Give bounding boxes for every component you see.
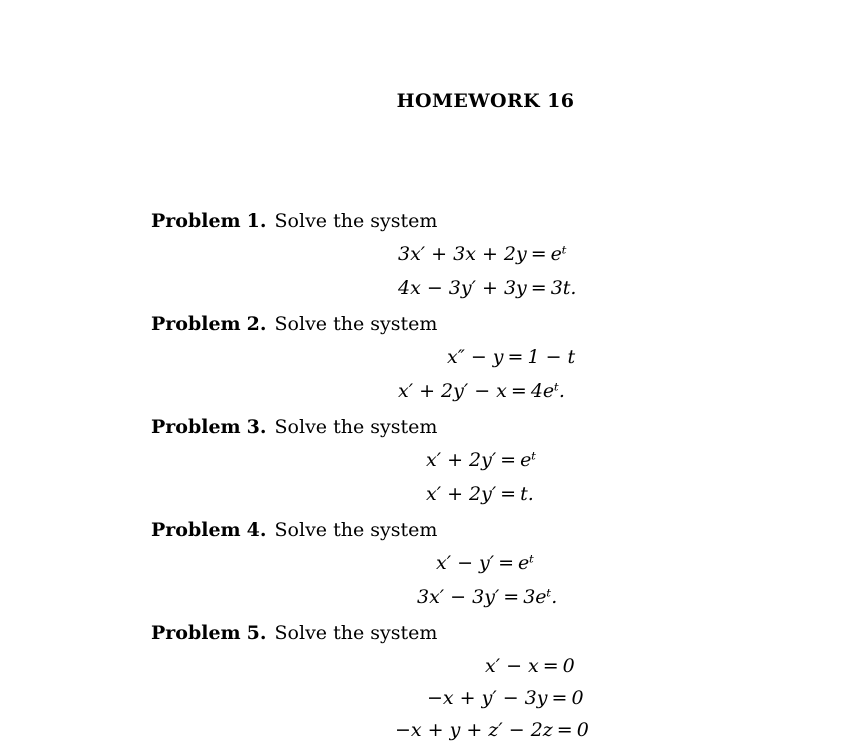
equation-rhs: 0 xyxy=(571,687,584,709)
problem-number: 3 xyxy=(246,416,260,438)
problem-number: 4 xyxy=(246,519,260,541)
problem-label: Problem xyxy=(151,416,241,438)
equation-lhs: 4x − 3y′ + 3y xyxy=(398,277,527,299)
problem-3-equation-2: x′ + 2y′ = t. xyxy=(426,483,534,505)
problem-2-equation-2: x′ + 2y′ − x = 4eᵗ. xyxy=(398,380,565,402)
equation-rhs: eᵗ xyxy=(518,552,534,574)
problem-1-heading: Problem 1. Solve the system xyxy=(151,210,438,232)
problem-3-heading: Problem 3. Solve the system xyxy=(151,416,438,438)
problem-number: 1 xyxy=(246,210,260,232)
equation-lhs: x′ + 2y′ − x xyxy=(398,380,507,402)
problem-5-equation-3: −x + y + z′ − 2z = 0 xyxy=(395,719,589,741)
problem-3-equation-1: x′ + 2y′ = eᵗ xyxy=(426,449,537,471)
equation-lhs: 3x′ + 3x + 2y xyxy=(398,243,527,265)
page-title: HOMEWORK 16 xyxy=(396,90,575,112)
equation-rhs: 0 xyxy=(576,719,589,741)
problem-label: Problem xyxy=(151,313,241,335)
problem-text: Solve the system xyxy=(274,313,438,335)
problem-number: 5 xyxy=(246,622,260,644)
problem-1-equation-2: 4x − 3y′ + 3y = 3t. xyxy=(398,277,577,299)
equation-lhs: −x + y′ − 3y xyxy=(427,687,548,709)
problem-text: Solve the system xyxy=(274,416,438,438)
equation-rhs: 4eᵗ. xyxy=(530,380,565,402)
problem-label: Problem xyxy=(151,519,241,541)
equation-rhs: 0 xyxy=(562,655,575,677)
problem-label: Problem xyxy=(151,210,241,232)
problem-4-equation-2: 3x′ − 3y′ = 3eᵗ. xyxy=(417,586,558,608)
equation-rhs: eᵗ xyxy=(520,449,537,471)
problem-text: Solve the system xyxy=(274,519,438,541)
equation-rhs: 3t. xyxy=(550,277,577,299)
problem-4-heading: Problem 4. Solve the system xyxy=(151,519,438,541)
problem-2-equation-1: x″ − y = 1 − t xyxy=(447,346,576,368)
problem-text: Solve the system xyxy=(274,210,438,232)
problem-text: Solve the system xyxy=(274,622,438,644)
equation-rhs: 3eᵗ. xyxy=(523,586,558,608)
equation-lhs: x′ − y′ xyxy=(436,552,495,574)
problem-label: Problem xyxy=(151,622,241,644)
equation-rhs: t. xyxy=(520,483,534,505)
problem-5-equation-1: x′ − x = 0 xyxy=(485,655,575,677)
equation-lhs: x′ + 2y′ xyxy=(426,483,497,505)
equation-rhs: 1 − t xyxy=(527,346,576,368)
equation-lhs: −x + y + z′ − 2z xyxy=(395,719,553,741)
equation-lhs: x′ + 2y′ xyxy=(426,449,497,471)
problem-2-heading: Problem 2. Solve the system xyxy=(151,313,438,335)
problem-number: 2 xyxy=(246,313,260,335)
problem-1-equation-1: 3x′ + 3x + 2y = eᵗ xyxy=(398,243,567,265)
equation-lhs: x′ − x xyxy=(485,655,539,677)
equation-rhs: eᵗ xyxy=(550,243,567,265)
equation-lhs: 3x′ − 3y′ xyxy=(417,586,500,608)
problem-4-equation-1: x′ − y′ = eᵗ xyxy=(436,552,534,574)
problem-5-equation-2: −x + y′ − 3y = 0 xyxy=(427,687,584,709)
equation-lhs: x″ − y xyxy=(447,346,504,368)
problem-5-heading: Problem 5. Solve the system xyxy=(151,622,438,644)
